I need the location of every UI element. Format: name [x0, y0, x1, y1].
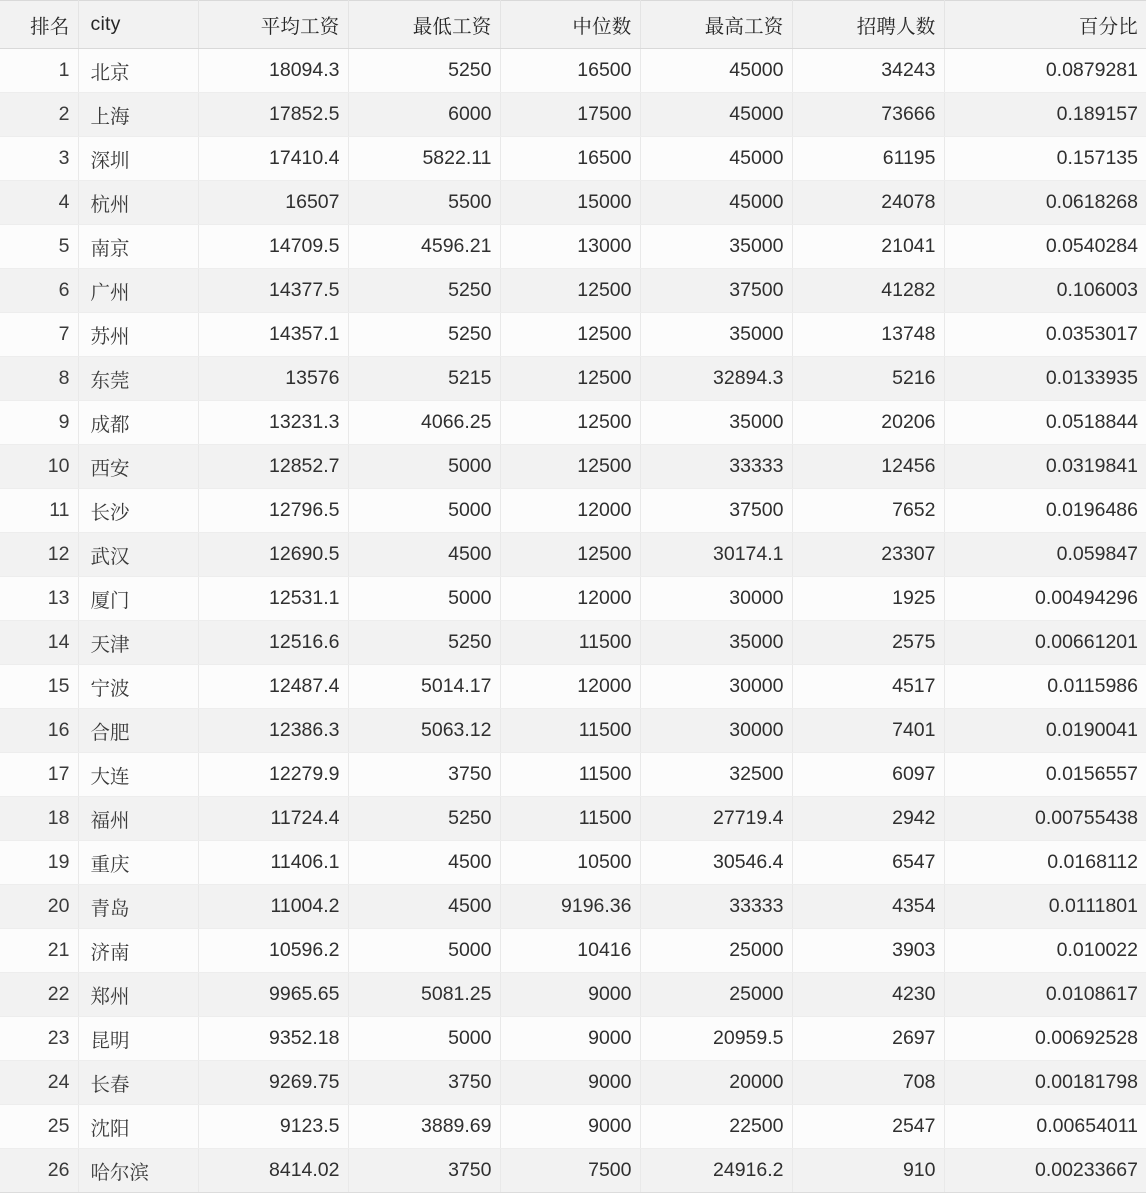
table-row[interactable] [0, 225, 1146, 269]
cell-avg: 8414.02 [198, 1149, 348, 1193]
cell-avg: 17852.5 [198, 93, 348, 137]
cell-percent: 0.189157 [944, 93, 1146, 137]
cell-count: 6547 [792, 841, 944, 885]
cell-min: 3889.69 [348, 1105, 500, 1149]
cell-city: 天津 [78, 621, 198, 665]
cell-city: 上海 [78, 93, 198, 137]
table-row[interactable] [0, 137, 1146, 181]
cell-median: 9000 [500, 1105, 640, 1149]
table-row[interactable] [0, 797, 1146, 841]
cell-percent: 0.00661201 [944, 621, 1146, 665]
cell-avg: 14357.1 [198, 313, 348, 357]
cell-max: 33333 [640, 445, 792, 489]
cell-percent: 0.00494296 [944, 577, 1146, 621]
cell-count: 2547 [792, 1105, 944, 1149]
cell-count: 20206 [792, 401, 944, 445]
cell-max: 20959.5 [640, 1017, 792, 1061]
table-row[interactable] [0, 313, 1146, 357]
cell-avg: 9352.18 [198, 1017, 348, 1061]
cell-median: 16500 [500, 137, 640, 181]
table-row[interactable] [0, 753, 1146, 797]
cell-max: 30000 [640, 665, 792, 709]
cell-median: 11500 [500, 709, 640, 753]
cell-count: 2697 [792, 1017, 944, 1061]
table-row[interactable] [0, 577, 1146, 621]
cell-city: 南京 [78, 225, 198, 269]
cell-max: 45000 [640, 181, 792, 225]
cell-percent: 0.0111801 [944, 885, 1146, 929]
cell-median: 11500 [500, 797, 640, 841]
table-body [0, 49, 1146, 1193]
cell-rank: 2 [0, 93, 78, 137]
cell-percent: 0.0133935 [944, 357, 1146, 401]
cell-median: 13000 [500, 225, 640, 269]
cell-count: 23307 [792, 533, 944, 577]
cell-avg: 12852.7 [198, 445, 348, 489]
cell-city: 长沙 [78, 489, 198, 533]
column-header-recruit-count[interactable]: 招聘人数 [792, 1, 944, 49]
table-row[interactable] [0, 445, 1146, 489]
cell-min: 5014.17 [348, 665, 500, 709]
cell-max: 24916.2 [640, 1149, 792, 1193]
column-header-max-salary[interactable]: 最高工资 [640, 1, 792, 49]
cell-percent: 0.00755438 [944, 797, 1146, 841]
cell-max: 35000 [640, 621, 792, 665]
cell-percent: 0.0319841 [944, 445, 1146, 489]
cell-max: 30174.1 [640, 533, 792, 577]
cell-count: 21041 [792, 225, 944, 269]
cell-median: 10416 [500, 929, 640, 973]
cell-avg: 12279.9 [198, 753, 348, 797]
cell-city: 福州 [78, 797, 198, 841]
table-row[interactable] [0, 269, 1146, 313]
cell-avg: 11724.4 [198, 797, 348, 841]
table-row[interactable] [0, 885, 1146, 929]
column-header-city[interactable]: city [78, 1, 198, 49]
cell-median: 11500 [500, 621, 640, 665]
cell-rank: 19 [0, 841, 78, 885]
table-row[interactable] [0, 357, 1146, 401]
cell-min: 4596.21 [348, 225, 500, 269]
cell-rank: 20 [0, 885, 78, 929]
column-header-min-salary[interactable]: 最低工资 [348, 1, 500, 49]
cell-rank: 25 [0, 1105, 78, 1149]
cell-max: 45000 [640, 137, 792, 181]
table-row[interactable] [0, 929, 1146, 973]
cell-avg: 14377.5 [198, 269, 348, 313]
cell-rank: 17 [0, 753, 78, 797]
cell-count: 12456 [792, 445, 944, 489]
cell-city: 济南 [78, 929, 198, 973]
cell-median: 12500 [500, 445, 640, 489]
cell-city: 广州 [78, 269, 198, 313]
cell-rank: 15 [0, 665, 78, 709]
cell-rank: 12 [0, 533, 78, 577]
cell-median: 12500 [500, 357, 640, 401]
cell-max: 20000 [640, 1061, 792, 1105]
cell-count: 4517 [792, 665, 944, 709]
cell-percent: 0.0353017 [944, 313, 1146, 357]
cell-min: 5250 [348, 313, 500, 357]
cell-min: 5250 [348, 269, 500, 313]
cell-avg: 12386.3 [198, 709, 348, 753]
cell-count: 6097 [792, 753, 944, 797]
table-row[interactable] [0, 1149, 1146, 1193]
cell-city: 宁波 [78, 665, 198, 709]
cell-min: 5000 [348, 445, 500, 489]
cell-percent: 0.00692528 [944, 1017, 1146, 1061]
cell-min: 3750 [348, 1061, 500, 1105]
cell-count: 4354 [792, 885, 944, 929]
cell-avg: 12531.1 [198, 577, 348, 621]
column-header-percentage[interactable]: 百分比 [944, 1, 1146, 49]
cell-avg: 13231.3 [198, 401, 348, 445]
cell-rank: 13 [0, 577, 78, 621]
cell-rank: 21 [0, 929, 78, 973]
cell-avg: 13576 [198, 357, 348, 401]
cell-count: 13748 [792, 313, 944, 357]
cell-max: 25000 [640, 973, 792, 1017]
cell-city: 沈阳 [78, 1105, 198, 1149]
cell-median: 12000 [500, 577, 640, 621]
table-row[interactable] [0, 1105, 1146, 1149]
cell-percent: 0.106003 [944, 269, 1146, 313]
cell-median: 15000 [500, 181, 640, 225]
cell-count: 34243 [792, 49, 944, 93]
cell-percent: 0.010022 [944, 929, 1146, 973]
cell-city: 郑州 [78, 973, 198, 1017]
cell-percent: 0.0168112 [944, 841, 1146, 885]
cell-min: 5250 [348, 797, 500, 841]
cell-count: 4230 [792, 973, 944, 1017]
cell-rank: 18 [0, 797, 78, 841]
cell-city: 长春 [78, 1061, 198, 1105]
table-row[interactable] [0, 181, 1146, 225]
cell-count: 910 [792, 1149, 944, 1193]
cell-city: 西安 [78, 445, 198, 489]
cell-avg: 9269.75 [198, 1061, 348, 1105]
cell-percent: 0.0115986 [944, 665, 1146, 709]
cell-count: 1925 [792, 577, 944, 621]
cell-median: 16500 [500, 49, 640, 93]
table-row[interactable] [0, 1017, 1146, 1061]
cell-rank: 4 [0, 181, 78, 225]
cell-avg: 12796.5 [198, 489, 348, 533]
table-row[interactable] [0, 401, 1146, 445]
cell-max: 27719.4 [640, 797, 792, 841]
cell-rank: 24 [0, 1061, 78, 1105]
cell-avg: 18094.3 [198, 49, 348, 93]
header-row [0, 1, 1146, 49]
cell-count: 61195 [792, 137, 944, 181]
cell-min: 5822.11 [348, 137, 500, 181]
column-header-avg-salary[interactable]: 平均工资 [198, 1, 348, 49]
table-row[interactable] [0, 973, 1146, 1017]
cell-avg: 12487.4 [198, 665, 348, 709]
cell-rank: 3 [0, 137, 78, 181]
cell-min: 4500 [348, 533, 500, 577]
cell-median: 10500 [500, 841, 640, 885]
cell-city: 北京 [78, 49, 198, 93]
cell-percent: 0.00181798 [944, 1061, 1146, 1105]
cell-min: 5081.25 [348, 973, 500, 1017]
cell-min: 5250 [348, 49, 500, 93]
cell-max: 35000 [640, 313, 792, 357]
cell-max: 30000 [640, 709, 792, 753]
cell-avg: 17410.4 [198, 137, 348, 181]
cell-rank: 16 [0, 709, 78, 753]
cell-count: 5216 [792, 357, 944, 401]
cell-min: 5000 [348, 1017, 500, 1061]
table-row[interactable] [0, 93, 1146, 137]
cell-rank: 10 [0, 445, 78, 489]
cell-median: 12000 [500, 489, 640, 533]
cell-max: 37500 [640, 489, 792, 533]
cell-percent: 0.0108617 [944, 973, 1146, 1017]
cell-rank: 6 [0, 269, 78, 313]
cell-count: 24078 [792, 181, 944, 225]
table-row[interactable] [0, 533, 1146, 577]
cell-percent: 0.00654011 [944, 1105, 1146, 1149]
cell-max: 32894.3 [640, 357, 792, 401]
cell-rank: 11 [0, 489, 78, 533]
cell-max: 35000 [640, 401, 792, 445]
cell-avg: 10596.2 [198, 929, 348, 973]
cell-rank: 23 [0, 1017, 78, 1061]
cell-count: 41282 [792, 269, 944, 313]
cell-median: 12500 [500, 313, 640, 357]
cell-min: 3750 [348, 753, 500, 797]
cell-min: 4066.25 [348, 401, 500, 445]
cell-percent: 0.0196486 [944, 489, 1146, 533]
cell-max: 30546.4 [640, 841, 792, 885]
table-header [0, 1, 1146, 49]
cell-median: 12500 [500, 401, 640, 445]
cell-count: 7652 [792, 489, 944, 533]
cell-city: 重庆 [78, 841, 198, 885]
cell-median: 17500 [500, 93, 640, 137]
cell-min: 5000 [348, 489, 500, 533]
cell-min: 6000 [348, 93, 500, 137]
cell-min: 5500 [348, 181, 500, 225]
cell-count: 2575 [792, 621, 944, 665]
cell-count: 73666 [792, 93, 944, 137]
cell-rank: 22 [0, 973, 78, 1017]
cell-city: 合肥 [78, 709, 198, 753]
cell-avg: 14709.5 [198, 225, 348, 269]
table-row[interactable] [0, 665, 1146, 709]
cell-percent: 0.00233667 [944, 1149, 1146, 1193]
cell-avg: 16507 [198, 181, 348, 225]
cell-city: 大连 [78, 753, 198, 797]
cell-city: 武汉 [78, 533, 198, 577]
cell-percent: 0.0879281 [944, 49, 1146, 93]
cell-city: 青岛 [78, 885, 198, 929]
cell-median: 9000 [500, 1061, 640, 1105]
table-row[interactable] [0, 621, 1146, 665]
cell-max: 35000 [640, 225, 792, 269]
cell-max: 45000 [640, 49, 792, 93]
cell-avg: 12690.5 [198, 533, 348, 577]
cell-city: 苏州 [78, 313, 198, 357]
cell-city: 昆明 [78, 1017, 198, 1061]
cell-percent: 0.0618268 [944, 181, 1146, 225]
cell-avg: 9123.5 [198, 1105, 348, 1149]
cell-percent: 0.0156557 [944, 753, 1146, 797]
cell-min: 4500 [348, 885, 500, 929]
cell-rank: 9 [0, 401, 78, 445]
cell-avg: 12516.6 [198, 621, 348, 665]
cell-median: 9000 [500, 1017, 640, 1061]
cell-median: 9196.36 [500, 885, 640, 929]
cell-count: 708 [792, 1061, 944, 1105]
cell-min: 5250 [348, 621, 500, 665]
cell-city: 东莞 [78, 357, 198, 401]
cell-percent: 0.157135 [944, 137, 1146, 181]
cell-min: 4500 [348, 841, 500, 885]
cell-median: 11500 [500, 753, 640, 797]
cell-max: 37500 [640, 269, 792, 313]
table-row[interactable] [0, 1061, 1146, 1105]
cell-max: 32500 [640, 753, 792, 797]
cell-rank: 1 [0, 49, 78, 93]
cell-count: 7401 [792, 709, 944, 753]
cell-max: 22500 [640, 1105, 792, 1149]
cell-count: 2942 [792, 797, 944, 841]
cell-avg: 9965.65 [198, 973, 348, 1017]
cell-percent: 0.0190041 [944, 709, 1146, 753]
cell-avg: 11406.1 [198, 841, 348, 885]
cell-median: 12000 [500, 665, 640, 709]
cell-rank: 8 [0, 357, 78, 401]
table-row[interactable] [0, 841, 1146, 885]
cell-min: 5000 [348, 929, 500, 973]
cell-median: 7500 [500, 1149, 640, 1193]
cell-city: 厦门 [78, 577, 198, 621]
table-row[interactable] [0, 709, 1146, 753]
cell-median: 12500 [500, 269, 640, 313]
cell-max: 25000 [640, 929, 792, 973]
cell-city: 哈尔滨 [78, 1149, 198, 1193]
cell-min: 5063.12 [348, 709, 500, 753]
column-header-rank[interactable]: 排名 [0, 1, 78, 49]
cell-rank: 5 [0, 225, 78, 269]
cell-avg: 11004.2 [198, 885, 348, 929]
cell-max: 30000 [640, 577, 792, 621]
cell-median: 12500 [500, 533, 640, 577]
cell-max: 45000 [640, 93, 792, 137]
cell-rank: 14 [0, 621, 78, 665]
column-header-median[interactable]: 中位数 [500, 1, 640, 49]
cell-count: 3903 [792, 929, 944, 973]
cell-min: 5000 [348, 577, 500, 621]
cell-rank: 26 [0, 1149, 78, 1193]
cell-percent: 0.059847 [944, 533, 1146, 577]
cell-min: 3750 [348, 1149, 500, 1193]
cell-min: 5215 [348, 357, 500, 401]
cell-median: 9000 [500, 973, 640, 1017]
table-row[interactable] [0, 489, 1146, 533]
cell-city: 成都 [78, 401, 198, 445]
cell-rank: 7 [0, 313, 78, 357]
cell-percent: 0.0518844 [944, 401, 1146, 445]
cell-percent: 0.0540284 [944, 225, 1146, 269]
cell-city: 深圳 [78, 137, 198, 181]
cell-city: 杭州 [78, 181, 198, 225]
table-row[interactable] [0, 49, 1146, 93]
cell-max: 33333 [640, 885, 792, 929]
